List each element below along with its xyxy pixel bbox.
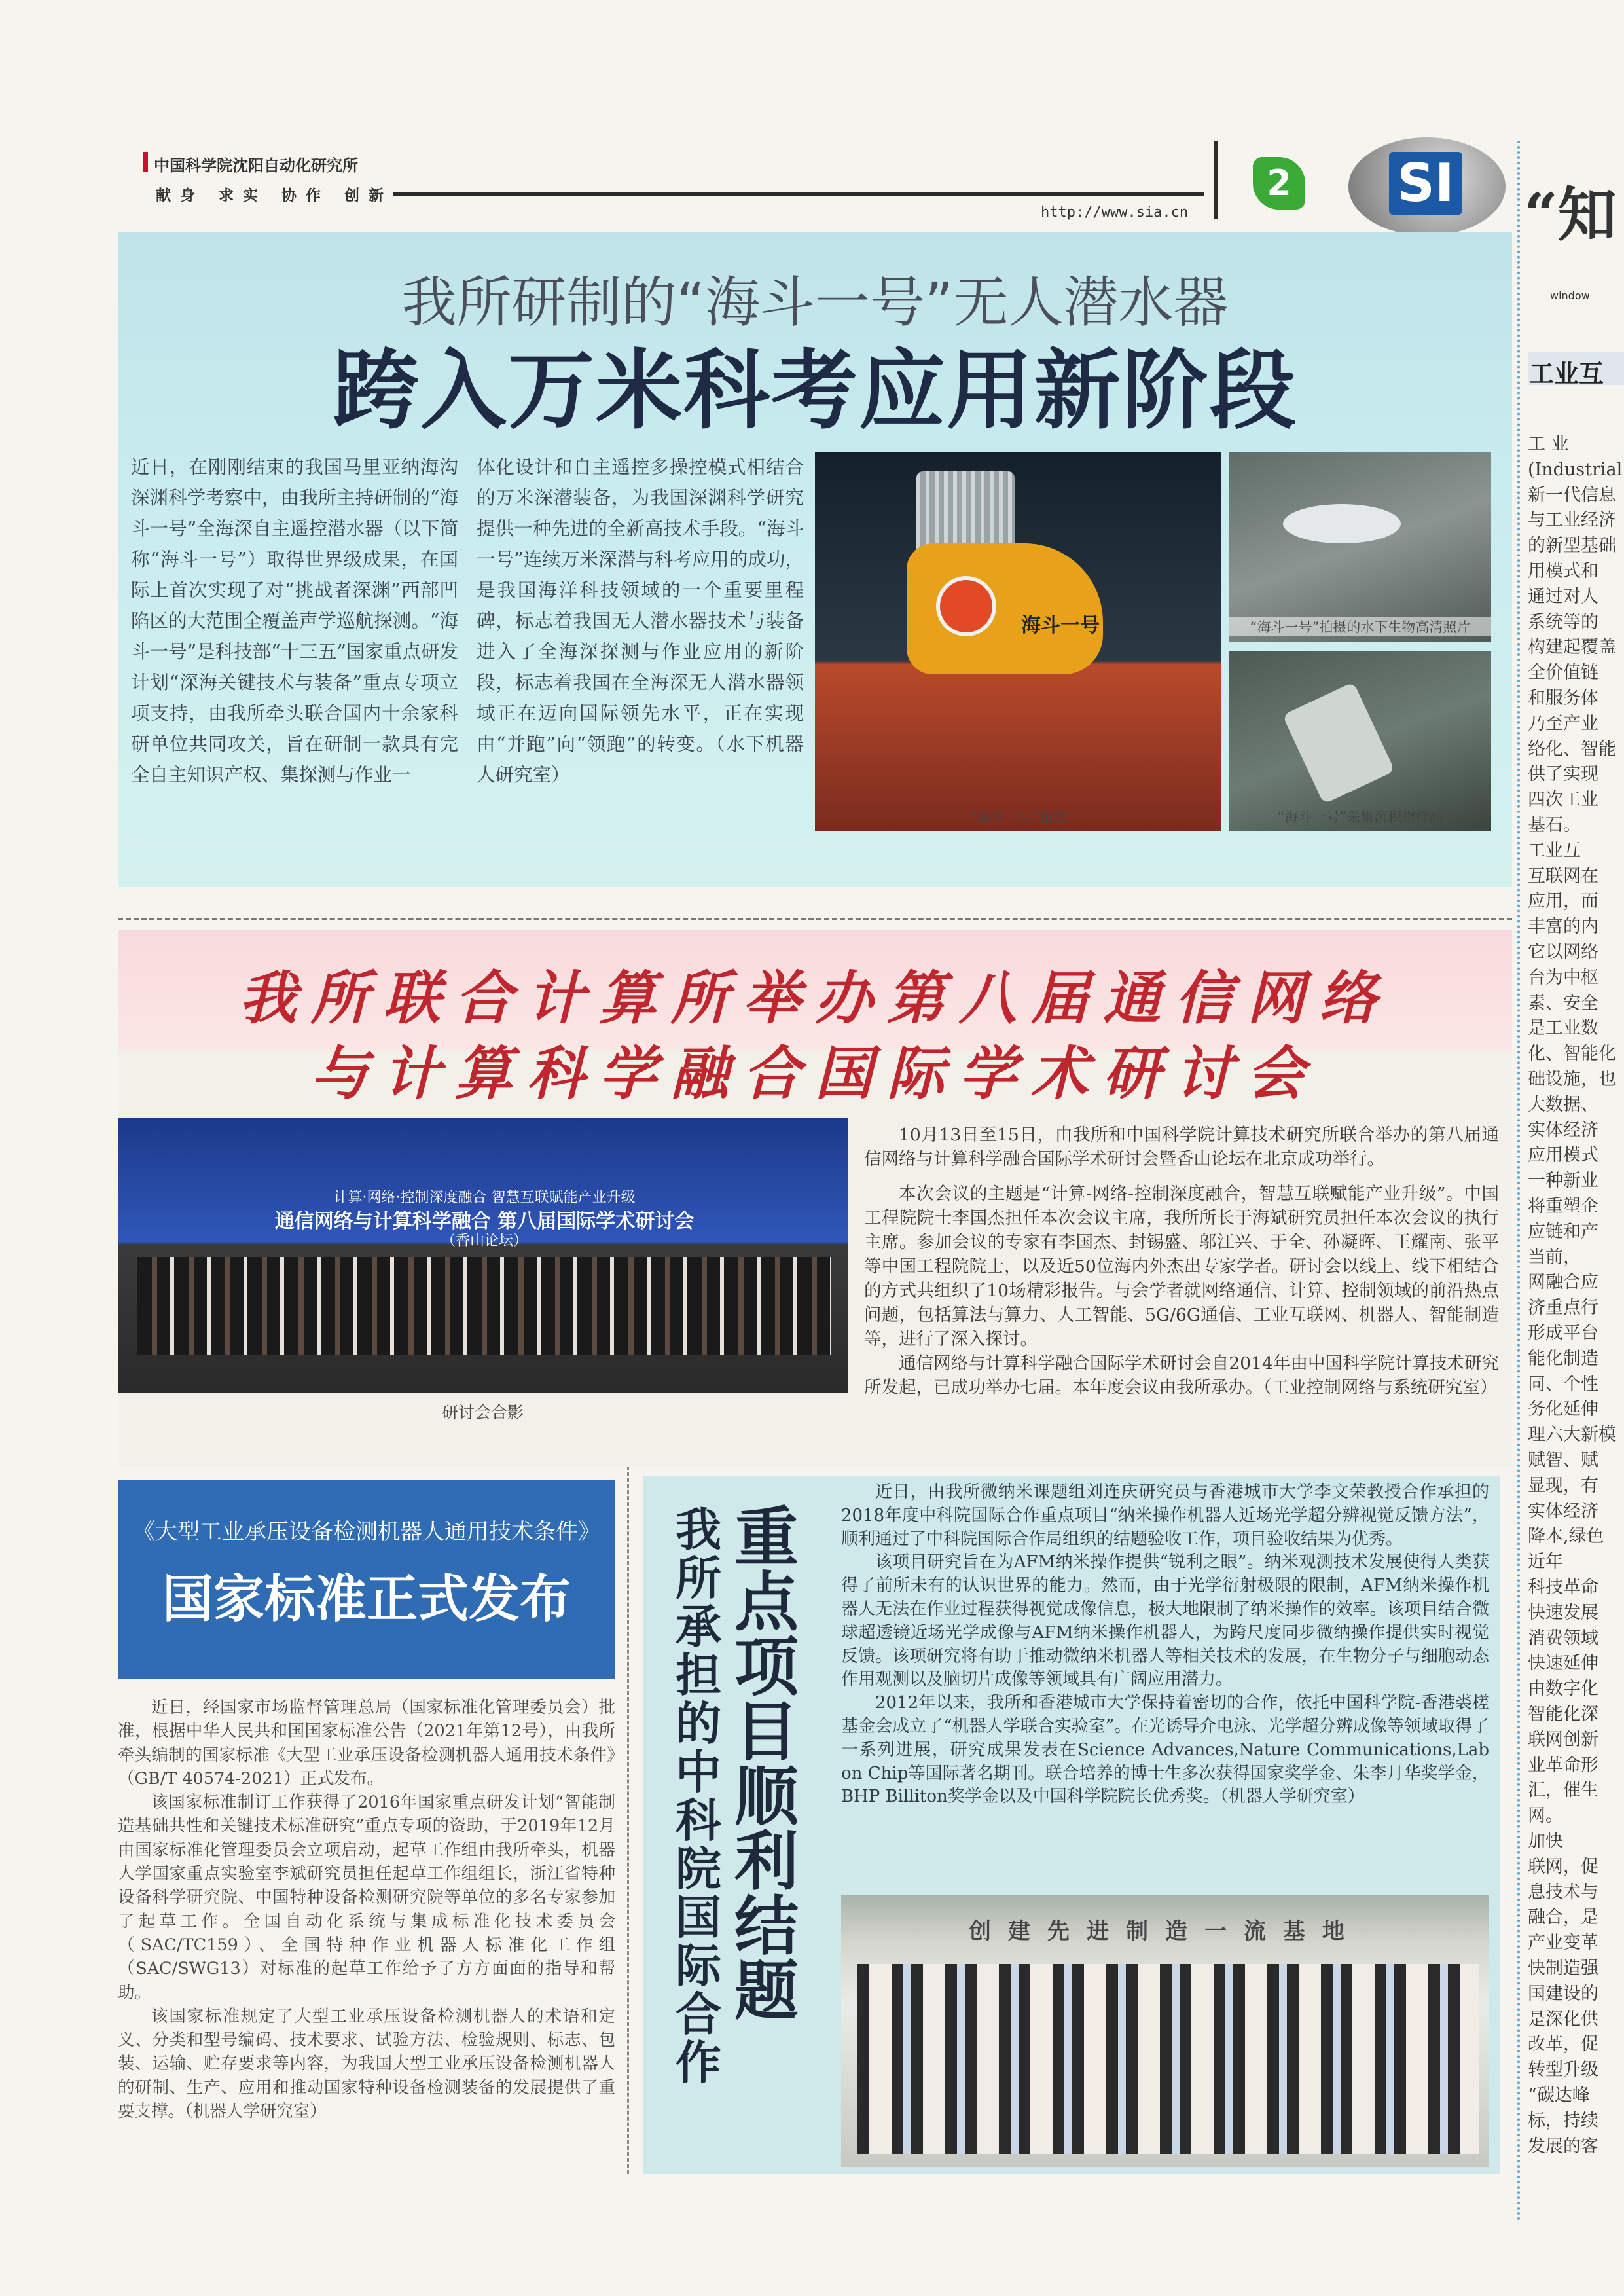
right-column-line: 息技术与 — [1528, 1882, 1598, 1903]
right-column-border — [1517, 141, 1520, 2223]
right-column-line: 融合，是 — [1528, 1907, 1598, 1928]
right-column-line: 的新型基础 — [1528, 536, 1616, 556]
deep-sea-fish-graphic — [1283, 504, 1401, 543]
paragraph: 10月13日至15日，由我所和中国科学院计算技术研究所联合举办的第八届通信网络与计算科学融合国际学术研讨会暨香山论坛在北京成功举行。 — [864, 1125, 1499, 1169]
right-column-line: 用模式和 — [1528, 561, 1598, 581]
article-haidou-title-line2: 跨入万米科考应用新阶段 — [333, 340, 1297, 441]
column-divider — [627, 1467, 629, 2174]
right-column-line: 新一代信息 — [1528, 484, 1616, 505]
article-haidou-column2: 体化设计和自主遥控多操控模式相结合的万米深潜装备，为我国深渊科学研究提供一种先进的全新高技术手段。“海斗一号”连续万米深潜与科考应用的成功，是我国海洋科技领域的一个重要里程碑，标志着我国无人潜水器技术与装备进入了全海深探测与作业应用的新阶段，标志着我国在全海深无人潜水器领域正在迈向国际领先水平，正在实现由“并跑”向“领跑”的转变。（水下机器人研究室） — [477, 456, 804, 786]
right-column-line: 快速发展 — [1528, 1602, 1598, 1623]
right-column-line: 工 业 — [1528, 434, 1569, 454]
right-column-line: 构建起覆盖 — [1528, 637, 1616, 658]
caption-deployment: “海斗一号”布放 — [969, 809, 1066, 825]
right-column-line: 加快 — [1528, 1831, 1563, 1851]
right-column-line: 转型升级 — [1528, 2060, 1598, 2081]
paragraph: 近日，由我所微纳米课题组刘连庆研究员与香港城市大学李文荣教授合作承担的2018年度中科院国际合作重点项目“纳米操作机器人近场光学超分辨视觉反馈方法”，顺利通过了中科院国际合作局组织的结题验收工作，项目验收结果为优秀。 — [841, 1482, 1489, 1549]
right-column-line: 当前， — [1528, 1247, 1581, 1267]
project-title-main: 重点项目顺利结题 — [734, 1501, 799, 2029]
sia-logo: SI — [1389, 152, 1462, 215]
paragraph: 该国家标准规定了大型工业承压设备检测机器人的术语和定义、分类和型号编码、技术要求、试验方法、检验规则、标志、包装、运输、贮存要求等内容，为我国大型工业承压设备检测机器人的研制、生产、应用和推动国家特种设备检测装备的发展提供了重要支撑。（机器人学研究室） — [118, 2006, 615, 2122]
header-accent-bar — [143, 152, 148, 172]
right-column-line: 和服务体 — [1528, 688, 1598, 708]
right-column-tag: 工业互 — [1529, 359, 1604, 388]
right-column-line: 丰富的内 — [1528, 917, 1598, 938]
right-column-heading: “知 — [1524, 180, 1617, 249]
right-column-line: 务化延伸 — [1528, 1399, 1598, 1420]
right-column-line: 国建设的 — [1528, 1983, 1598, 2004]
right-column-line: “碳达峰 — [1528, 2085, 1590, 2105]
page-number-badge: 2 — [1253, 157, 1305, 210]
right-column-line: 一种新业 — [1528, 1171, 1598, 1192]
right-column-line: 应用，而 — [1528, 891, 1598, 912]
photo-deep-sea-creature — [1229, 452, 1491, 642]
article-symposium-title-line1: 我所联合计算所举办第八届通信网络 — [238, 964, 1391, 1032]
right-column-line: 产业变革 — [1528, 1933, 1598, 1954]
section-divider — [118, 918, 1512, 920]
right-column-line: 快制造强 — [1528, 1958, 1598, 1978]
right-column-line: 联网，促 — [1528, 1856, 1598, 1877]
right-column-line: 济重点行 — [1528, 1298, 1598, 1319]
article-symposium-body — [864, 1123, 1499, 1400]
right-column-line: 全价值链 — [1528, 663, 1598, 683]
right-column-line: (Industrial — [1528, 459, 1623, 480]
caption-creature-photo: “海斗一号”拍摄的水下生物高清照片 — [1229, 617, 1491, 636]
article-haidou-column1: 近日，在刚刚结束的我国马里亚纳海沟深渊科学考察中，由我所主持研制的“海斗一号”全海深自主遥控潜水器（以下简称“海斗一号”）取得世界级成果，在国际上首次实现了对“挑战者深渊”西部凹陷区的大范围全覆盖声学巡航探测。“海斗一号”是科技部“十三五”国家重点研发计划“深海关键技术与装备”重点专项立项支持，由我所牵头联合国内十余家科研单位共同攻关，旨在研制一款具有完全自主知识产权、集探测与作业一 — [131, 456, 458, 786]
attendees-graphic — [137, 1257, 831, 1355]
right-column-line: 化、智能化 — [1528, 1044, 1616, 1065]
right-column-line: 大数据、 — [1528, 1094, 1598, 1115]
right-column-line: 科技革命 — [1528, 1577, 1598, 1597]
right-column-line: 联网创新 — [1528, 1729, 1598, 1750]
right-column-line: 理六大新模 — [1528, 1425, 1616, 1446]
right-column-line: 是深化供 — [1528, 2009, 1598, 2030]
right-column-line: 将重塑企 — [1528, 1196, 1598, 1216]
paragraph: 该国家标准制订工作获得了2016年国家重点研发计划“智能制造基础共性和关键技术标准研究”重点专项的资助，于2019年12月由国家标准化管理委员会立项启动，起草工作组由我所牵头，机器人学国家重点实验室李斌研究员担任起草工作组组长，浙江省特种设备科学研究院、中国特种设备检测研究院等单位的多名专家参加了起草工作。全国自动化系统与集成标准化技术委员会（SAC/TC159）、全国特种作业机器人标准化工作组（SAC/SWG13）对标准的起草工作给予了方方面面的指导和帮助。 — [118, 1793, 615, 2003]
right-column-line: 台为中枢 — [1528, 967, 1598, 988]
project-article-body — [841, 1481, 1489, 1809]
article-haidou-title-line1: 我所研制的“海斗一号”无人潜水器 — [401, 270, 1229, 335]
right-column-line: 互联网在 — [1528, 866, 1598, 886]
right-column-line: 础设施，也 — [1528, 1069, 1616, 1089]
right-column-line: 发展的客 — [1528, 2136, 1598, 2157]
right-column-line: 标，持续 — [1528, 2110, 1598, 2131]
right-column-line: 基石。 — [1528, 815, 1581, 835]
lab-banner-text: 创建先进制造一流基地 — [969, 1918, 1362, 1944]
right-column-line: 络化、智能 — [1528, 738, 1616, 759]
banner-subtitle: （香山论坛） — [441, 1233, 528, 1249]
header-url: http://www.sia.cn — [1041, 204, 1189, 221]
header-org-name: 中国科学院沈阳自动化研究所 — [154, 156, 358, 175]
vehicle-label: 海斗一号 — [1021, 614, 1100, 637]
right-column-line: 快速延伸 — [1528, 1653, 1598, 1674]
banner-title: 通信网络与计算科学融合 第八届国际学术研讨会 — [274, 1210, 695, 1233]
paragraph: 2012年以来，我所和香港城市大学保持着密切的合作，依托中国科学院-香港裘槎基金会成立了“机器人学联合实验室”。在光诱导介电泳、光学超分辨成像等领域取得了一系列进展，研究成果发表在Science Advances,Nature Communications,Lab on Chip等国际著名期刊。联合培养的博士生多次获得国家奖学金、朱李月华奖学金，BHP Billiton奖学金以及中国科学院院长优秀奖。（机器人学研究室） — [841, 1693, 1489, 1807]
standard-title-line2: 国家标准正式发布 — [162, 1570, 571, 1629]
vehicle-light-graphic — [936, 576, 996, 636]
standard-article-body — [118, 1696, 615, 2123]
right-column-line: 能化制造 — [1528, 1348, 1598, 1369]
right-column-line: 显现，有 — [1528, 1475, 1598, 1496]
right-column-line: 实体经济 — [1528, 1120, 1598, 1140]
header-rule — [393, 192, 1204, 196]
right-column-line: 系统等的 — [1528, 611, 1598, 632]
right-column-line: 形成平台 — [1528, 1323, 1598, 1343]
right-column-line: 赋智、赋 — [1528, 1450, 1598, 1470]
paragraph: 本次会议的主题是“计算-网络-控制深度融合，智慧互联赋能产业升级”。中国工程院院士李国杰担任本次会议主席，我所所长于海斌研究员担任本次会议的执行主席。参加会议的专家有李国杰、封锡盛、邬江兴、于全、孙凝晖、王耀南、张平等中国工程院院士，以及近50位海内外杰出专家学者。研讨会以线上、线下相结合的方式共组织了10场精彩报告。与会学者就网络通信、计算、控制领域的前沿热点问题，包括算法与算力、人工智能、5G/6G通信、工业互联网、机器人、智能制造等，进行了深入探讨。 — [864, 1184, 1499, 1349]
right-column-line: 由数字化 — [1528, 1679, 1598, 1700]
right-column-line: 四次工业 — [1528, 790, 1598, 811]
right-column-line: 同、个性 — [1528, 1374, 1598, 1394]
lab-people-graphic — [857, 1964, 1479, 2154]
standard-title-line1: 《大型工业承压设备检测机器人通用技术条件》 — [133, 1519, 600, 1545]
caption-group-photo: 研讨会合影 — [441, 1403, 524, 1422]
right-column-line: 素、安全 — [1528, 993, 1598, 1013]
header-motto: 献身 求实 协作 创新 — [156, 187, 393, 204]
caption-sediment: “海斗一号”采集沉积物样品 — [1277, 809, 1443, 825]
paragraph: 近日，经国家市场监督管理总局（国家标准化管理委员会）批准，根据中华人民共和国国家标准公告（2021年第12号），由我所牵头编制的国家标准《大型工业承压设备检测机器人通用技术条件》（GB/T 40574-2021）正式发布。 — [118, 1698, 615, 1789]
article-symposium-title-line2: 与计算科学融合国际学术研讨会 — [310, 1039, 1319, 1107]
right-column-line: 是工业数 — [1528, 1018, 1598, 1039]
right-column-line: 供了实现 — [1528, 764, 1598, 785]
banner-theme: 计算·网络·控制深度融合 智慧互联赋能产业升级 — [333, 1190, 636, 1206]
paragraph: 该项目研究旨在为AFM纳米操作提供“锐利之眼”。纳米观测技术发展使得人类获得了前所未有的认识世界的能力。然而，由于光学衍射极限的限制，AFM纳米操作机器人无法在作业过程获得视觉成像信息，极大地限制了纳米操作的效率。该项目结合微球超透镜近场光学成像与AFM纳米操作机器人，为跨尺度同步微纳操作提供实时视觉反馈。该项研究将有助于推动微纳米机器人等相关技术的发展，在生物分子与细胞动态作用观测以及脑切片成像等领域具有广阔应用潜力。 — [841, 1552, 1489, 1690]
right-column-line: 乃至产业 — [1528, 713, 1598, 734]
right-column-line: 近年 — [1528, 1552, 1563, 1573]
right-column-line: 网融合应 — [1528, 1272, 1598, 1293]
header-divider — [1214, 141, 1218, 219]
right-column-line: 它以网络 — [1528, 942, 1598, 962]
right-column-line: 通过对人 — [1528, 586, 1598, 607]
right-column-line: 改革，促 — [1528, 2034, 1598, 2055]
right-column-line: 汇，催生 — [1528, 1780, 1598, 1801]
right-column-line: 网。 — [1528, 1806, 1563, 1827]
right-column-line: 消费领域 — [1528, 1628, 1598, 1649]
paragraph: 通信网络与计算科学融合国际学术研讨会自2014年由中国科学院计算技术研究所发起，已成功举办七届。本年度会议由我所承办。（工业控制网络与系统研究室） — [864, 1353, 1499, 1398]
right-column-line: 应链和产 — [1528, 1221, 1598, 1242]
right-column-line: 工业互 — [1528, 840, 1581, 861]
right-column-line: 降本,绿色 — [1528, 1526, 1604, 1547]
right-column-line: 实体经济 — [1528, 1501, 1598, 1522]
project-title-sub: 我所承担的中科院国际合作 — [676, 1503, 721, 2090]
right-column-line: 智能化深 — [1528, 1704, 1598, 1724]
right-column-heading-sub: window — [1550, 289, 1590, 302]
right-column-line: 与工业经济 — [1528, 510, 1616, 531]
right-column-line: 业革命形 — [1528, 1755, 1598, 1776]
right-column-line: 应用模式 — [1528, 1145, 1598, 1166]
